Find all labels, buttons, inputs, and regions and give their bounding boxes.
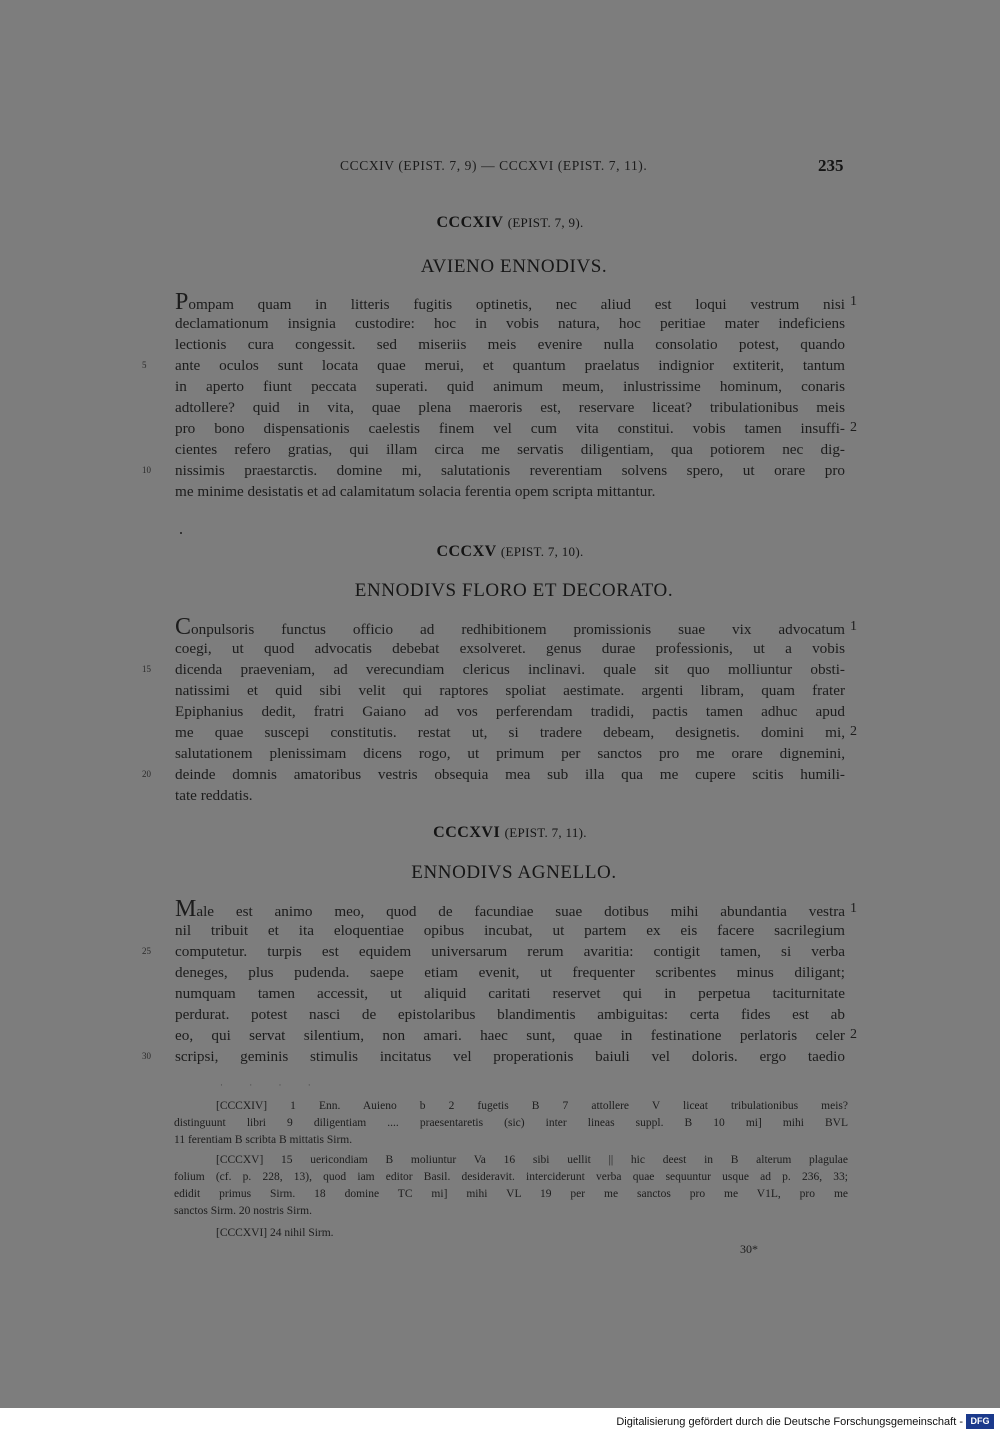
text-line: Male est animo meo, quod de facundiae suae dotibus mihi abundantia vestra [175, 896, 845, 922]
section-number: CCCXV (EPIST. 7, 10). [436, 543, 584, 560]
section-title: ENNODIVS FLORO ET DECORATO. [354, 580, 674, 601]
text-line: Pompam quam in litteris fugitis optinetis, nec aliud est loqui vestrum nisi [175, 289, 845, 315]
line-number: 25 [142, 946, 151, 956]
paragraph-number: 1 [850, 619, 857, 634]
section-number: CCCXVI (EPIST. 7, 11). [433, 824, 587, 841]
text-line: computetur. turpis est equidem universarum rerum avaritia: contigit tamen, si verba [175, 943, 845, 960]
text-line: lectionis cura congessit. sed miseriis meis evenire nulla consolatio potest, quando [175, 336, 845, 353]
page-number: 235 [818, 156, 844, 175]
text-line: eo, qui servat silentium, non amari. haec sunt, quae in festinatione perlatoris celer [175, 1027, 845, 1044]
text-line: me quae suscepi constitutis. restat ut, si tradere debeam, designetis. domini mi, [175, 724, 845, 741]
text-line: cientes refero gratias, qui illam circa me servatis diligentiam, qua potiorem nec dig- [175, 441, 845, 458]
footnote-line: edidit primus Sirm. 18 domine TC mi] mihi VL 19 per me sanctos pro me V1L, pro me [174, 1188, 848, 1200]
line-number: 20 [142, 769, 151, 779]
text-line: in aperto fiunt peccata superati. quid animum meum, inlustrissime hominum, conaris [175, 378, 845, 395]
footnote-line: distinguunt libri 9 diligentiam .... praesentaretis (sic) inter lineas suppl. B 10 mi] mihi BVL [174, 1117, 848, 1129]
section-title: ENNODIVS AGNELLO. [411, 862, 617, 883]
footnote-line: 11 ferentiam B scribta B mittatis Sirm. [174, 1134, 353, 1146]
line-number: 15 [142, 664, 151, 674]
paragraph-number: 1 [850, 901, 857, 916]
footnote-line: folium (cf. p. 228, 13), quod iam editor Basil. desideravit. interciderunt verba quae sequuntur usque ad p. 236, 33; [174, 1171, 848, 1183]
scan-dots: · · · · [220, 1080, 323, 1090]
text-line: deneges, plus pudenda. saepe etiam evenit, ut frequenter scribentes minus diligant; [175, 964, 845, 981]
paragraph-number: 1 [850, 294, 857, 309]
text-line: nissimis praestarctis. domine mi, salutationis reverentiam solvens spero, ut orare pro [175, 462, 845, 479]
signature-mark: 30* [740, 1242, 758, 1256]
text-line: coegi, ut quod advocatis debebat exsolveret. genus durae professionis, ut a vobis [175, 640, 845, 657]
footnote-line: [CCCXVI] 24 nihil Sirm. [216, 1227, 334, 1239]
text-line: me minime desistatis et ad calamitatum solacia ferentia opem scripta mittantur. [175, 483, 656, 500]
running-head: CCCXIV (EPIST. 7, 9) — CCCXVI (EPIST. 7, 11). [340, 158, 648, 173]
footnote-line: [CCCXIV] 1 Enn. Auieno b 2 fugetis B 7 attollere V liceat tribulationibus meis? [216, 1100, 848, 1112]
digitization-credit: Digitalisierung gefördert durch die Deutsche Forschungsgemeinschaft - [616, 1416, 963, 1428]
text-line: perdurat. potest nasci de epistolaribus blandimentis ambiguitas: certa fides est ab [175, 1006, 845, 1023]
line-number: 10 [142, 465, 151, 475]
footnote-line: sanctos Sirm. 20 nostris Sirm. [174, 1205, 313, 1217]
section-number: CCCXIV (EPIST. 7, 9). [436, 214, 584, 231]
text-line: scripsi, geminis stimulis incitatus vel properationis baiuli vel doloris. ergo taedio [175, 1048, 845, 1065]
dfg-logo: DFG [966, 1414, 994, 1429]
text-line: ante oculos sunt locata quae merui, et quantum praelatus indignior extiterit, tantum [175, 357, 845, 374]
footnote-line: [CCCXV] 15 uericondiam B moliuntur Va 16 sibi uellit || hic deest in B alterum plagulae [216, 1154, 848, 1166]
paragraph-number: 2 [850, 420, 857, 435]
text-line: Epiphanius dedit, fratri Gaiano ad vos perferendam tradidi, pactis tamen adhuc apud [175, 703, 845, 720]
text-line: salutationem plenissimam dicens rogo, ut primum per sanctos pro me orare dignemini, [175, 745, 845, 762]
text-line: numquam tamen accessit, ut aliquid caritati reservet qui in perpetua taciturnitate [175, 985, 845, 1002]
text-line: tate reddatis. [175, 787, 253, 804]
text-line: nil tribuit et ita eloquentiae opibus incubat, ut partem ex eis facere sacrilegium [175, 922, 845, 939]
text-line: declamationum insignia custodire: hoc in vobis natura, hoc peritiae mater indeficiens [175, 315, 845, 332]
paragraph-number: 2 [850, 724, 857, 739]
paragraph-number: 2 [850, 1027, 857, 1042]
line-number: 30 [142, 1051, 151, 1061]
scan-speck [180, 532, 182, 534]
text-line: Conpulsoris functus officio ad redhibitionem promissionis suae vix advocatum [175, 614, 845, 640]
text-line: dicenda praeveniam, ad verecundiam clericus inclinavi. quale sit quo molliuntur obsti- [175, 661, 845, 678]
text-line: pro bono dispensationis caelestis finem vel cum vita constitui. vobis tamen insuffi- [175, 420, 845, 437]
line-number: 5 [142, 360, 147, 370]
text-line: natissimi et quid sibi velit qui raptores spoliat aestimate. argenti libram, quam frater [175, 682, 845, 699]
text-line: deinde domnis amatoribus vestris obsequia mea sub illa qua me cupere scitis humili- [175, 766, 845, 783]
text-line: adtollere? quid in vita, quae plena maeroris est, reservare liceat? tribulationibus meis [175, 399, 845, 416]
section-title: AVIENO ENNODIVS. [420, 256, 608, 277]
